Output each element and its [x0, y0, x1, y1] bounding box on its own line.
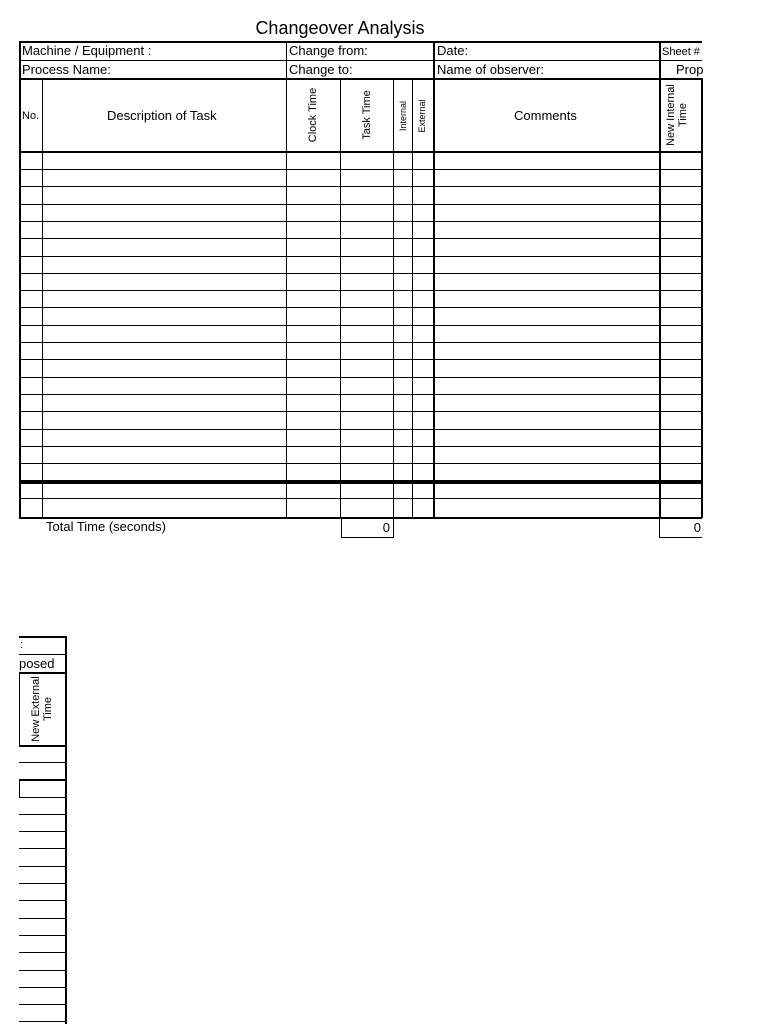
observer-name-label: Name of observer:: [437, 62, 544, 77]
change-from-label: Change from:: [289, 43, 368, 58]
overflow-highlight-cell: [19, 780, 66, 798]
grid-right-edge: [701, 78, 703, 518]
new-internal-total: 0: [693, 520, 701, 535]
overflow-row-line: [19, 1021, 66, 1022]
task-row-line: [19, 394, 702, 395]
overflow-row-line: [19, 848, 66, 849]
grid-col-no-end: [42, 78, 43, 518]
task-row-line: [19, 307, 702, 308]
overflow-row-line: [19, 779, 66, 780]
task-row-line: [19, 273, 702, 274]
task-row-line: [19, 290, 702, 291]
column-header-bottom-border: [19, 151, 702, 153]
task-row-line: [19, 238, 702, 239]
overflow-left-edge: [19, 672, 20, 746]
overflow-row-line: [19, 935, 66, 936]
overflow-top-border: [19, 636, 66, 638]
task-row-line: [19, 221, 702, 222]
overflow-row-line: [19, 1004, 66, 1005]
overflow-row-line: [19, 814, 66, 815]
grid-col-clock-end: [340, 78, 341, 518]
new-internal-line-1: New Internal: [665, 84, 677, 146]
overflow-divider: [19, 654, 66, 655]
task-row-line: [19, 169, 702, 170]
task-row-line: [19, 186, 702, 187]
task-row-line: [19, 359, 702, 360]
column-clock-time: Clock Time: [307, 87, 319, 143]
task-row-line: [19, 377, 702, 378]
machine-equipment-label: Machine / Equipment :: [22, 43, 152, 58]
task-row-line: [19, 342, 702, 343]
overflow-row-line: [19, 987, 66, 988]
page-title: Changeover Analysis: [255, 18, 425, 38]
column-internal: Internal: [398, 100, 408, 132]
date-label: Date:: [437, 43, 469, 58]
header-separator-left: [19, 41, 21, 519]
column-new-internal-time: [665, 80, 689, 150]
task-row-line: [19, 463, 702, 464]
task-row-line: [19, 325, 702, 326]
grid-col-internal-end: [412, 78, 413, 518]
total-time-label: Total Time (seconds): [46, 519, 166, 534]
task-row-line: [19, 256, 702, 257]
new-internal-total-cell: [659, 518, 702, 538]
column-no: No.: [22, 110, 40, 122]
task-row-line: [19, 204, 702, 205]
task-row-line: [19, 429, 702, 430]
column-task-time: Task Time: [361, 90, 373, 140]
overflow-row-line: [19, 883, 66, 884]
overflow-row-line: [19, 952, 66, 953]
column-description: Description of Task: [107, 108, 217, 123]
column-external: External: [417, 99, 427, 133]
overflow-proposed-suffix: posed: [19, 656, 55, 671]
header-separator-change: [286, 41, 287, 78]
new-internal-line-2: Time: [677, 102, 689, 128]
overflow-row-line: [19, 900, 66, 901]
overflow-row-line: [19, 762, 66, 763]
overflow-row-line: [19, 797, 66, 798]
column-comments: Comments: [514, 108, 577, 123]
header-separator-date: [433, 41, 435, 78]
overflow-row-line: [19, 831, 66, 832]
column-new-external-time: [30, 674, 54, 744]
overflow-column-header-bottom: [19, 745, 66, 747]
task-row-line: [19, 498, 702, 499]
grid-col-desc-end: [286, 78, 287, 518]
new-external-line-2: Time: [42, 696, 54, 722]
task-time-total-cell: [341, 518, 394, 538]
task-time-total: 0: [382, 520, 390, 535]
grid-col-comments-end: [659, 78, 661, 518]
process-name-label: Process Name:: [22, 62, 111, 77]
task-row-line: [19, 411, 702, 412]
change-to-label: Change to:: [289, 62, 353, 77]
overflow-row-line: [19, 970, 66, 971]
overflow-row-line: [19, 918, 66, 919]
header-separator-sheet: [659, 41, 661, 78]
new-external-line-1: New External: [30, 676, 42, 742]
grid-col-task-end: [393, 78, 394, 518]
header-divider: [19, 60, 702, 61]
proposed-label: Prop: [676, 62, 704, 77]
overflow-row-line: [19, 866, 66, 867]
overflow-right-edge: [65, 636, 67, 1024]
task-row-line: [19, 446, 702, 447]
task-row-section-break: [19, 482, 702, 484]
sheet-number-label: Sheet #: [662, 46, 700, 58]
grid-col-external-end: [433, 78, 435, 518]
overflow-sheet-suffix: :: [20, 639, 24, 651]
